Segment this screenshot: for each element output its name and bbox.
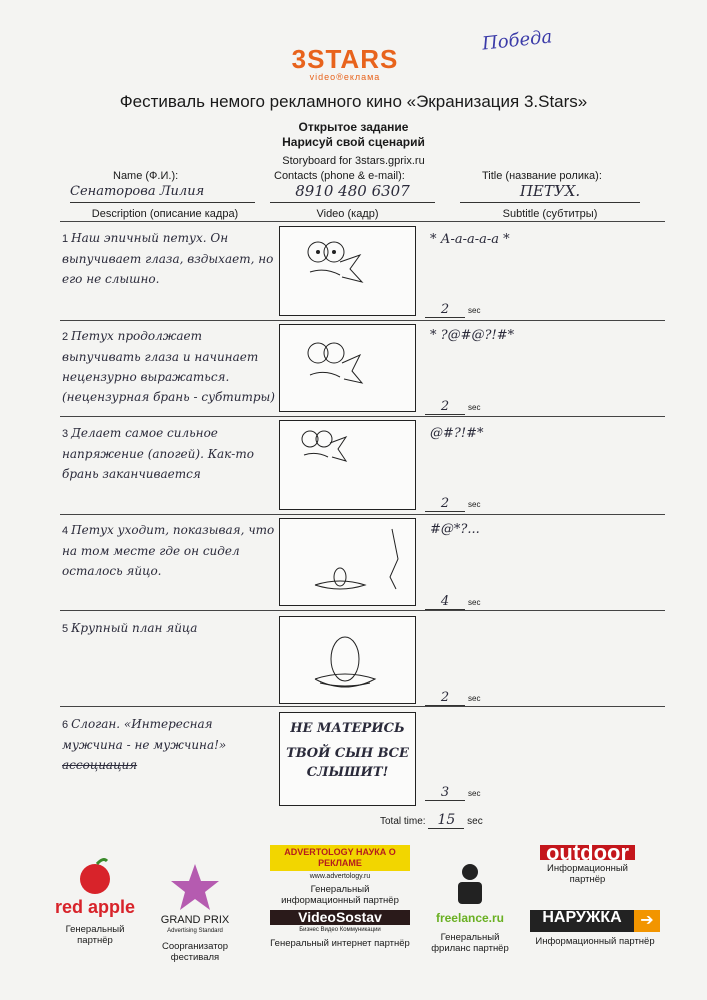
grand-prix-sub: Advertising Standard [167, 928, 223, 934]
row-description [62, 228, 277, 289]
rooster-sketch [280, 421, 415, 509]
video-frame [279, 420, 416, 510]
col-description: Description (описание кадра) [91, 208, 239, 220]
naruzhka-logo [530, 910, 660, 932]
sponsor-red-apple [50, 855, 140, 946]
task-heading [0, 120, 707, 150]
row-description [62, 423, 277, 484]
storyboard-url: Storyboard for 3stars.gprix.ru [282, 155, 425, 167]
sec-box [425, 688, 505, 706]
outdoor-logo: outdoor [540, 845, 635, 860]
sponsor-grand-prix [145, 862, 245, 963]
sec-value: 2 [425, 496, 465, 512]
row-description [62, 520, 277, 581]
contacts-label: Contacts (phone & e-mail): [274, 170, 405, 182]
name-field [70, 182, 255, 203]
row-desc-text: Петух уходит, показывая, что на том месте где он сидел осталось яйцо. [62, 523, 275, 578]
row-number: 5 [62, 623, 69, 635]
row-divider [60, 706, 665, 707]
sponsor-naruzhka [530, 910, 660, 947]
row-number: 2 [62, 331, 69, 343]
rooster-sketch [280, 325, 415, 411]
sec-value: 2 [425, 399, 465, 415]
sponsor-advertology [270, 845, 410, 906]
arrow-right-icon: ➔ [634, 910, 660, 932]
row-number: 1 [62, 233, 69, 245]
row-subtitle: * А-а-а-а-а * [430, 232, 510, 247]
logo-sub: video®еклама [309, 72, 381, 82]
video-frame [279, 226, 416, 316]
total-time [380, 812, 483, 829]
name-label: Name (Ф.И.): [113, 170, 179, 182]
sponsor-caption: Генеральный информационный партнёр [281, 884, 399, 906]
video-frame [279, 712, 416, 806]
title-label: Title (название ролика): [482, 170, 602, 182]
sec-value: 4 [425, 594, 465, 610]
row-description [62, 618, 277, 639]
frame-slogan-line1: НЕ МАТЕРИСЬ [290, 721, 405, 736]
sponsor-caption: Генеральный фриланс партнёр [431, 932, 509, 954]
sponsor-outdoor [540, 840, 635, 885]
egg-nest-sketch [280, 519, 415, 605]
sec-box [425, 300, 505, 318]
freelance-figure-icon [448, 862, 492, 910]
naruzhka-text: НАРУЖКА [530, 910, 634, 932]
contacts-field [270, 182, 435, 203]
struck-word: ассоциация [62, 758, 138, 772]
sponsor-caption: Информационный партнёр [547, 863, 628, 885]
task-line1: Открытое задание [298, 120, 409, 134]
total-label: Total time: [380, 816, 426, 827]
apple-icon [75, 855, 115, 895]
sec-value: 2 [425, 690, 465, 706]
sec-box [425, 494, 505, 512]
row-desc-text: Делает самое сильное напряжение (апогей). Как-то брань заканчивается [62, 426, 254, 481]
row-description [62, 326, 277, 407]
sponsor-caption: Информационный партнёр [535, 936, 655, 947]
videosostav-sub: Бизнес Видео Коммуникации [299, 927, 381, 933]
video-frame [279, 518, 416, 606]
sec-label: sec [468, 694, 481, 703]
title-field [460, 182, 640, 203]
contacts-value: 8910 480 6307 [295, 182, 410, 200]
sec-box [425, 783, 505, 801]
row-desc-text: Крупный план яйца [71, 621, 198, 635]
sponsor-caption: Генеральный партнёр [65, 924, 125, 946]
rooster-sketch [280, 227, 415, 315]
col-video: Video (кадр) [316, 208, 379, 220]
row-divider [60, 514, 665, 515]
row-divider [60, 320, 665, 321]
total-unit: sec [467, 816, 483, 827]
total-value: 15 [428, 812, 464, 829]
sponsor-caption: Генеральный интернет партнёр [270, 938, 410, 949]
row-description [62, 714, 277, 775]
freelance-logo: freelance.ru [435, 911, 505, 925]
frame-slogan-line2: ТВОЙ СЫН ВСЕ [286, 746, 409, 761]
sec-label: sec [468, 598, 481, 607]
row-number: 3 [62, 428, 69, 440]
task-line2: Нарисуй свой сценарий [282, 135, 425, 149]
festival-title: Фестиваль немого рекламного кино «Экранизация 3.Stars» [119, 92, 588, 111]
star-icon [170, 862, 220, 912]
title-value: ПЕТУХ. [519, 182, 581, 200]
row-subtitle: #@*?... [430, 522, 480, 537]
row-divider [60, 221, 665, 222]
sec-value: 3 [425, 785, 465, 801]
frame-slogan-line3: СЛЫШИТ! [306, 765, 389, 780]
sec-label: sec [468, 306, 481, 315]
advertology-url: www.advertology.ru [309, 873, 371, 880]
row-number: 4 [62, 525, 69, 537]
row-desc-text: Петух продолжает выпучивать глаза и начинает нецензурно выражаться. (нецензурная брань - субтитры) [62, 329, 275, 404]
video-frame [279, 616, 416, 704]
row-subtitle: @#?!#* [430, 426, 484, 441]
grand-prix-logo: GRAND PRIX [160, 914, 230, 926]
row-number: 6 [62, 719, 69, 731]
sec-label: sec [468, 403, 481, 412]
corner-note: Победа [481, 26, 554, 55]
egg-closeup-sketch [280, 617, 415, 703]
row-desc-text: Наш эпичный петух. Он выпучивает глаза, вздыхает, но его не слышно. [62, 231, 274, 286]
name-value: Сенаторова Лилия [70, 184, 205, 199]
row-desc-text: Слоган. «Интересная мужчина - не мужчина!» [62, 717, 227, 752]
sponsor-freelance [420, 862, 520, 954]
sec-box [425, 397, 505, 415]
sec-label: sec [468, 500, 481, 509]
sponsor-videosostav [270, 910, 410, 949]
sec-label: sec [468, 789, 481, 798]
videosostav-logo: VideoSostav [270, 910, 410, 925]
red-apple-logo: red apple [54, 897, 136, 917]
sec-box [425, 592, 505, 610]
row-subtitle: * ?@#@?!#* [430, 328, 515, 343]
row-divider [60, 610, 665, 611]
sec-value: 2 [425, 302, 465, 318]
col-subtitle: Subtitle (субтитры) [502, 208, 598, 220]
video-frame [279, 324, 416, 412]
logo-main: 3STARS [291, 44, 399, 74]
advertology-logo: ADVERTOLOGY НАУКА О РЕКЛАМЕ [270, 845, 410, 871]
sponsor-caption: Соорганизатор фестиваля [161, 941, 229, 963]
row-divider [60, 416, 665, 417]
3stars-logo [290, 46, 400, 82]
